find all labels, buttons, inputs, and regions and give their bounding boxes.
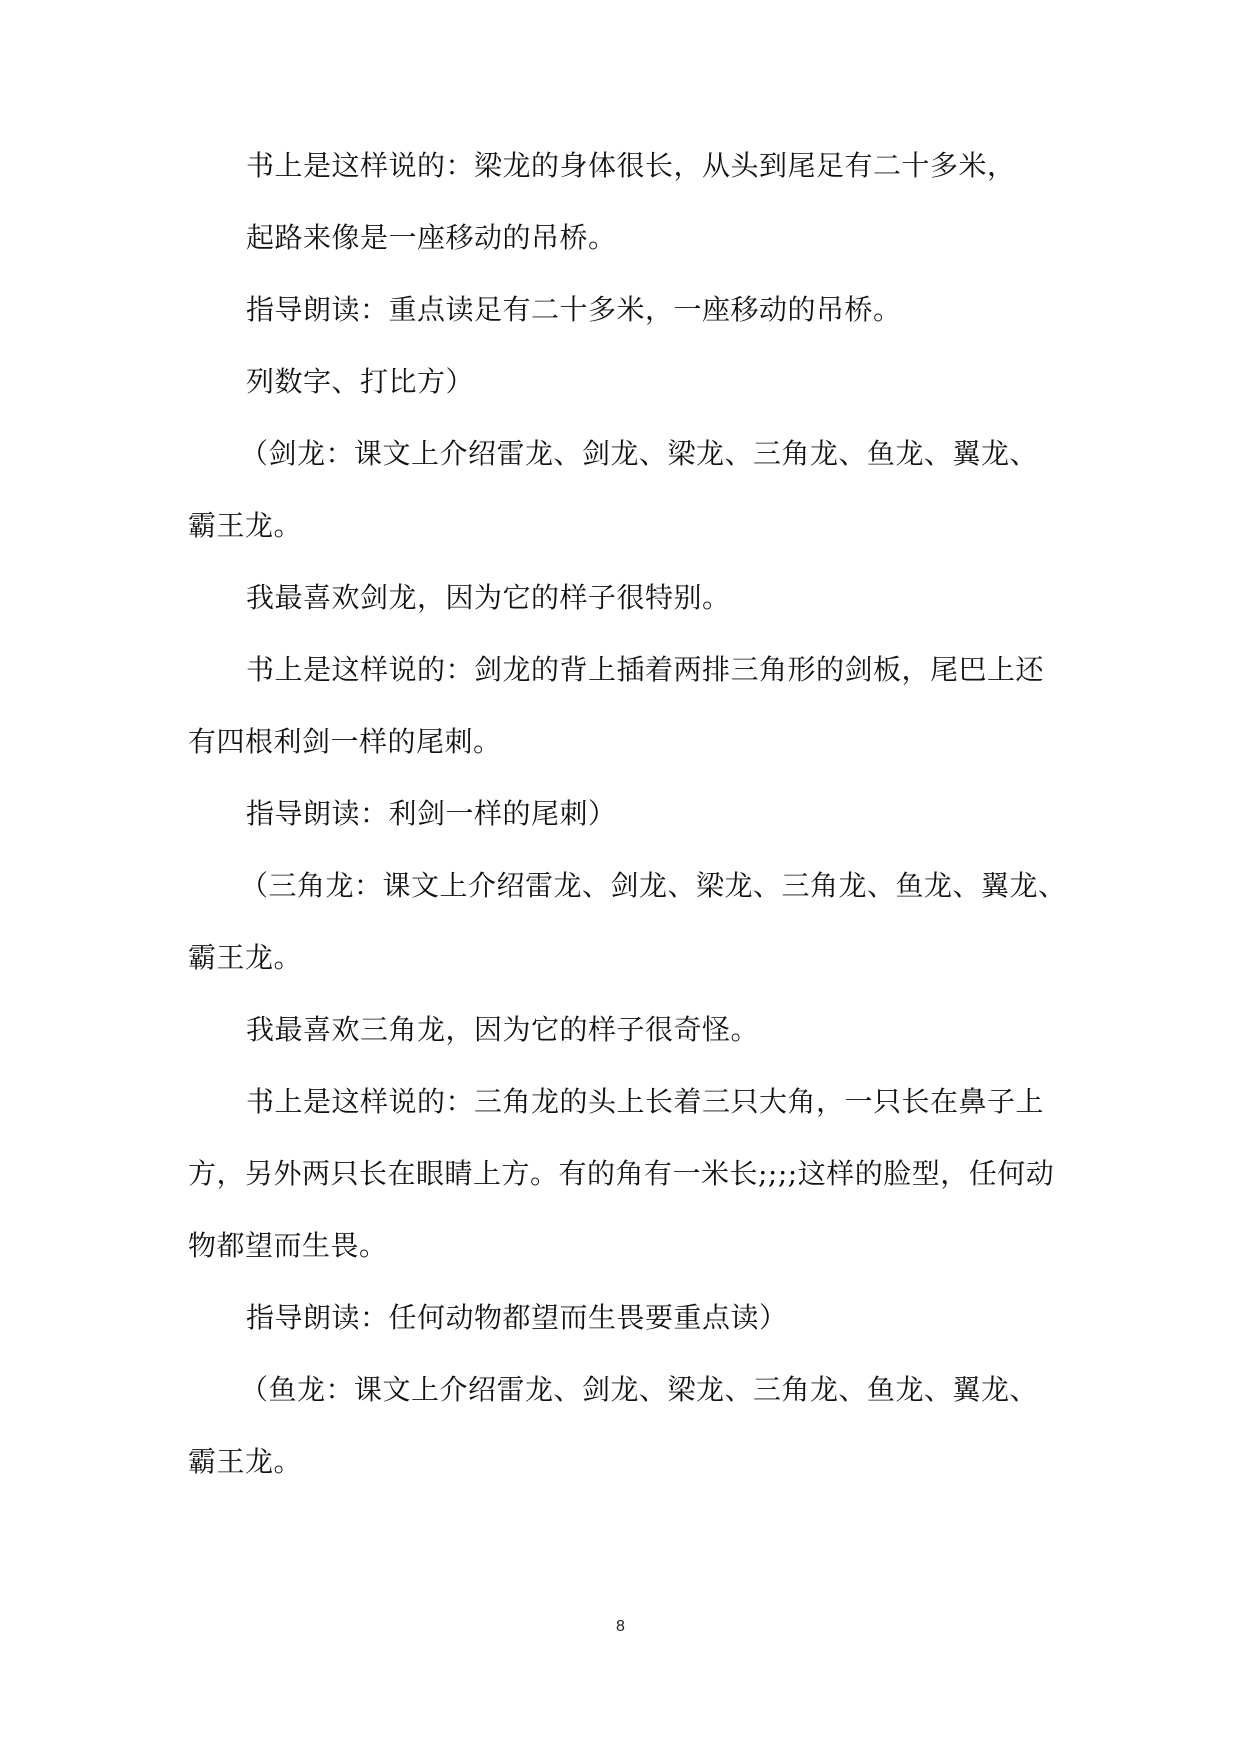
text-line: 书上是这样说的：剑龙的背上插着两排三角形的剑板，尾巴上还 [246, 653, 1045, 686]
text-line: （剑龙：课文上介绍雷龙、剑龙、梁龙、三角龙、鱼龙、翼龙、 [240, 437, 1039, 470]
text-line: 书上是这样说的：梁龙的身体很长，从头到尾足有二十多米， [246, 149, 1016, 182]
text-line: （三角龙：课文上介绍雷龙、剑龙、梁龙、三角龙、鱼龙、翼龙、 [240, 869, 1067, 902]
text-line: 起路来像是一座移动的吊桥。 [246, 221, 617, 254]
text-line: 我最喜欢剑龙，因为它的样子很特别。 [246, 581, 731, 614]
page-number: 8 [616, 1618, 625, 1635]
text-line: （鱼龙：课文上介绍雷龙、剑龙、梁龙、三角龙、鱼龙、翼龙、 [240, 1373, 1039, 1406]
text-line: 指导朗读：任何动物都望而生畏要重点读） [246, 1301, 788, 1334]
text-line: 霸王龙。 [188, 509, 303, 542]
text-line: 霸王龙。 [188, 941, 303, 974]
text-line: 有四根利剑一样的尾刺。 [188, 725, 502, 758]
text-line: 方，另外两只长在眼睛上方。有的角有一米长;;;;这样的脸型，任何动 [188, 1157, 1055, 1190]
text-line: 书上是这样说的：三角龙的头上长着三只大角，一只长在鼻子上 [246, 1085, 1045, 1118]
text-line: 我最喜欢三角龙，因为它的样子很奇怪。 [246, 1013, 760, 1046]
text-line: 列数字、打比方） [246, 365, 475, 398]
text-line: 指导朗读：利剑一样的尾刺） [246, 797, 617, 830]
text-line: 物都望而生畏。 [188, 1229, 388, 1262]
text-line: 霸王龙。 [188, 1445, 303, 1478]
text-line: 指导朗读：重点读足有二十多米，一座移动的吊桥。 [246, 293, 902, 326]
